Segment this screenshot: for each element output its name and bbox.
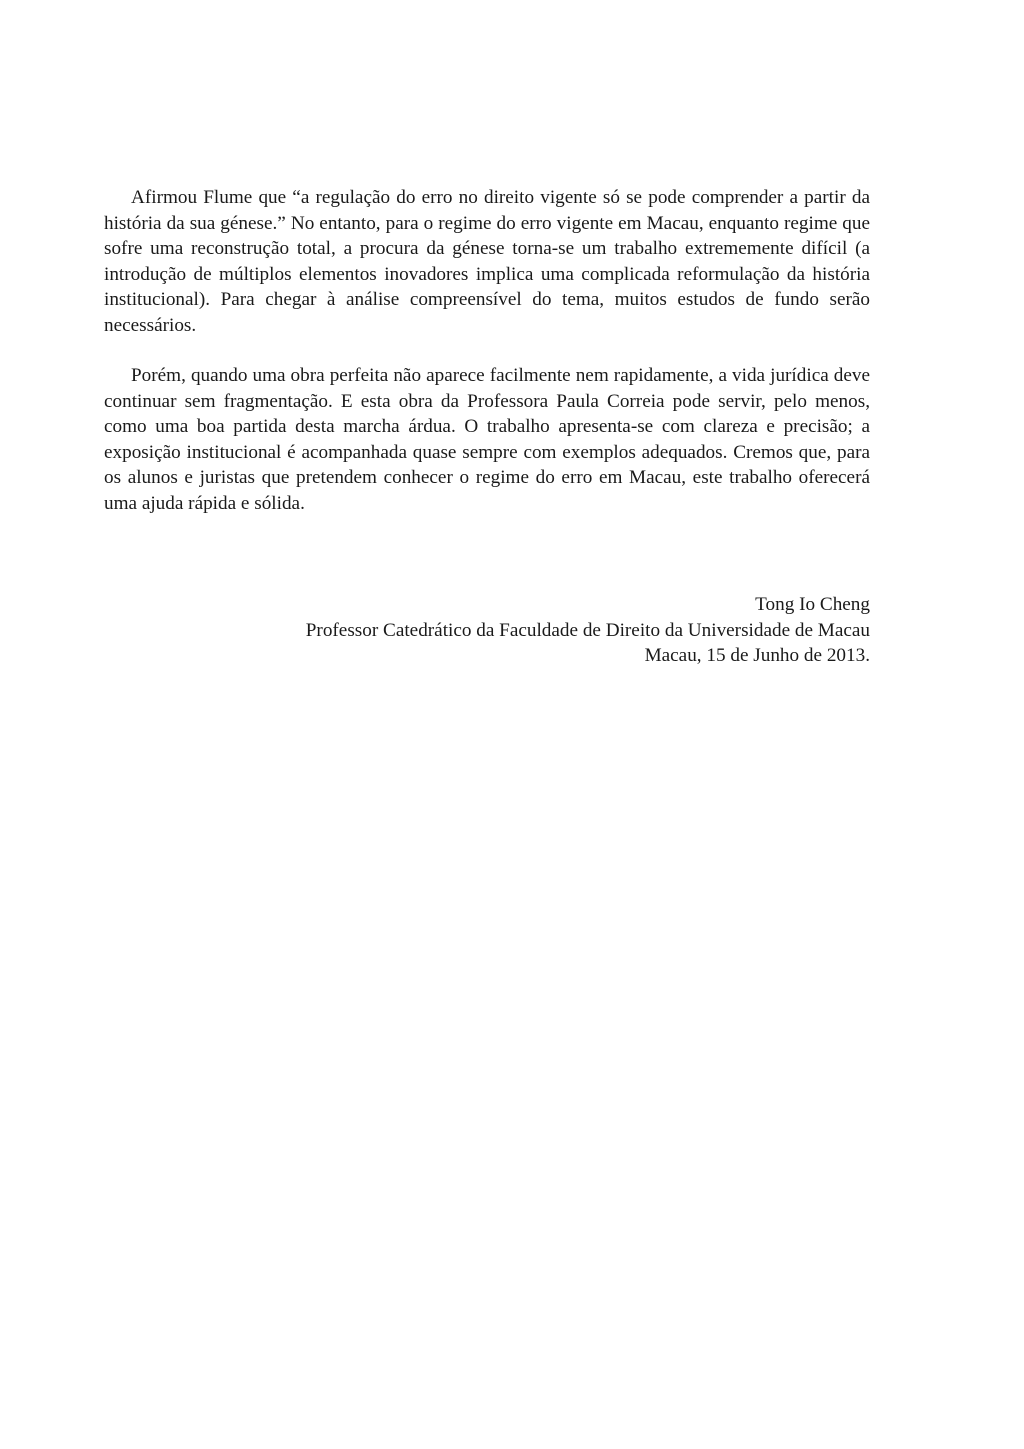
body-paragraph-1: Afirmou Flume que “a regulação do erro no direito vigente só se pode comprender a partir da história da sua génese.” No entanto, para o regime do erro vigente em Macau, enquanto regime que sofre uma reconstrução total, a procura da génese torna-se um trabalho extrememente difícil (a introdução de múltiplos elementos inovadores implica uma complicada reformulação da história institucional). Para chegar à análise compreensível do tema, muitos estudos de fundo serão necessários. bbox=[104, 187, 870, 336]
signature-name: Tong Io Cheng bbox=[755, 594, 870, 615]
body-paragraph-2: Porém, quando uma obra perfeita não aparece facilmente nem rapidamente, a vida jurídica deve continuar sem fragmentação. E esta obra da Professora Paula Correia pode servir, pelo menos, como uma boa partida desta marcha árdua. O trabalho apresenta-se com clareza e precisão; a exposição institucional é acompanhada quase sempre com exemplos adequados. Cremos que, para os alunos e juristas que pretendem conhecer o regime do erro em Macau, este trabalho oferecerá uma ajuda rápida e sólida. bbox=[104, 365, 870, 514]
signature-block bbox=[306, 592, 870, 669]
signature-title: Professor Catedrático da Faculdade de Direito da Universidade de Macau bbox=[305, 619, 870, 641]
signature-place-date: Macau, 15 de Junho de 2013. bbox=[644, 645, 870, 667]
